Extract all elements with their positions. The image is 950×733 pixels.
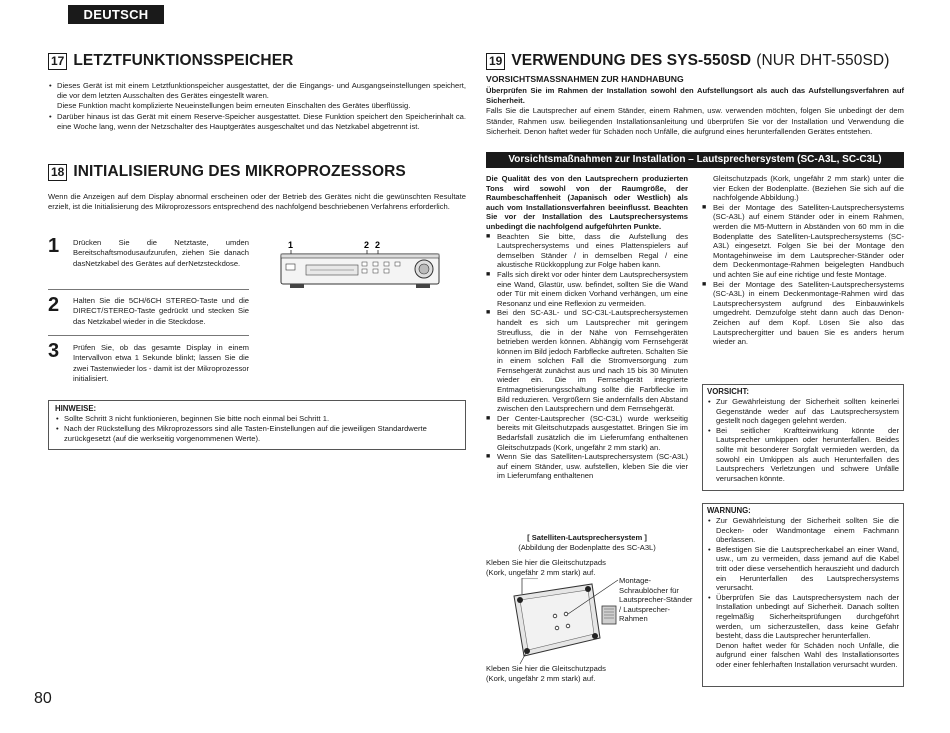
step-2-text: Halten Sie die 5CH/6CH STEREO-Taste und die DIRECT/STEREO-Taste gedrückt und stecken Sie das Netzkabel wieder in die Steckdose. (73, 296, 249, 326)
section-17-heading (48, 52, 293, 70)
handling-paragraph: Falls Sie die Lautsprecher auf einem Ständer, einem Rahmen, usw. verwenden möchten, folgen Sie unbedingt der dem Ständer, Rahmen usw. beiliegenden Installationsanleitung und überprüfen Sie vor der Installation und Verwendung die Sicherheit. Denon haftet weder für Schäden noch Unfälle, die aufgrund eines herunterfallenden Gerätes entstehen. (486, 106, 904, 136)
step-divider (48, 335, 249, 336)
section-19-title-suffix: (NUR DHT-550SD) (756, 52, 890, 69)
installation-item: ■ Beachten Sie bitte, dass die Aufstellung des Lautsprechersystems und eines Plattenspielers auf demselben Ständer / in demselben Regal / eine akustische Rückkopplung zur Folge haben kann. (486, 232, 688, 270)
figure-label-bottom: Kleben Sie hier die Gleitschutzpads (Kork, ungefähr 2 mm stark) auf. (486, 664, 606, 684)
figure-label-right: Montage-Schraublöcher für Lautsprecher-Ständer / Lautsprecher-Rahmen (619, 576, 693, 624)
receiver-front-panel-illustration (278, 238, 443, 293)
page-number: 80 (34, 690, 52, 707)
figure-label-top: Kleben Sie hier die Gleitschutzpads (Kork, ungefähr 2 mm stark) auf. (486, 558, 606, 578)
installation-precautions-bar: Vorsichtsmaßnahmen zur Installation – Lautsprechersystem (SC-A3L, SC-C3L) (486, 152, 904, 168)
warning-tail: Denon haftet weder für Schäden noch Unfälle, die aufgrund einer falschen Wahl des Installationsortes oder einer fehlerhaften Installation verursacht wurden. (716, 640, 899, 669)
section-19-heading (486, 52, 889, 70)
installation-item: ■ Bei der Montage des Satelliten-Lautsprechersystems (SC-A3L) auf einem Ständer oder in einem Rahmen, werden die M5-Muttern in Abständen von 60 mm in die Bodenplatte des Satelliten-Lautsprechersystems (SC-A3L) eingesetzt. Folgen Sie bei der Montage den Montagehinweise im dem Lautsprecher-Ständer oder dem Deckenmontage-Rahmen beigelegten Handbuch und achten Sie auf eine richtige und feste Montage. (702, 203, 904, 280)
handling-body (486, 86, 904, 137)
hints-box (48, 400, 466, 450)
speaker-figure-caption-title: [ Satelliten-Lautsprechersystem ] (527, 533, 647, 542)
hint-item: • Nach der Rückstellung des Mikroprozessors sind alle Tasten-Einstellungen auf die jeweiligen Standardwerte zurückgesetzt (auf die werkseitig vorgenommenen Werte). (55, 424, 459, 444)
hints-title: HINWEISE: (55, 404, 97, 413)
speaker-figure-caption (486, 533, 688, 553)
language-tab: DEUTSCH (68, 5, 164, 24)
caution-item: • Bei seitlicher Kraftteinwirkung könnte der Lautsprecher umkippen oder herunterfallen. Beides sollte mit besonderer Sorgfalt vermieden werden, da sowohl ein Umkippen als auch Herunterfallen des Lautsprechers Verletzungen und schwere Unfälle verursachen könnte. (707, 426, 899, 484)
warning-item: • Befestigen Sie die Lautsprecherkabel an einer Wand, usw., um zu vermeiden, dass jemand auf die Kabel tritt oder diese versehentlich herauszieht und dadurch ein Herunterfallen des Lautsprechersystems verursacht. (707, 545, 899, 593)
caution-box (702, 384, 904, 491)
speaker-figure-caption-sub: (Abbildung der Bodenplatte des SC-A3L) (518, 543, 656, 553)
section-18-heading (48, 163, 406, 181)
installation-column-1 (486, 174, 688, 481)
installation-item: ■ Wenn Sie das Satelliten-Lautsprechersystem (SC-A3L) auf einem Ständer, usw. aufstellen, kleben Sie die vier im Lieferumfang enthaltenen (486, 452, 688, 481)
warning-box (702, 503, 904, 687)
step-1-text: Drücken Sie die Netztaste, umden Bereitschaftsmodusaufzurufen, ziehen Sie danach dasNetzkabel des Gerätes auf derNetzsteckdose. (73, 238, 249, 268)
section-18-number: 18 (48, 164, 67, 181)
section-17-item: • Dieses Gerät ist mit einem Letztfunktionspeicher ausgestattet, der die Eingangs- und Ausgangseinstellungen speichert, die vor dem letzten Ausschalten des Gerätes eingestellt waren. Diese Funktion macht komplizierte Neueinstellungen beim erneuten Einschalten des Gerätes überflüssig. (48, 81, 466, 112)
step-2-number: 2 (48, 294, 60, 316)
caution-title: VORSICHT: (707, 387, 750, 396)
handling-subheading: VORSICHTSMASSNAHMEN ZUR HANDHABUNG (486, 74, 684, 84)
figure-label-2a: 2 (364, 240, 370, 250)
installation-continuation: Gleitschutzpads (Kork, ungefähr 2 mm stark) unter die vier Ecken der Bodenplatte. (Beziehen Sie sich auf die nachfolgende Abbildung.) (713, 174, 904, 203)
figure-label-1: 1 (288, 240, 294, 250)
section-19-number: 19 (486, 53, 505, 70)
installation-intro: Die Qualität des von den Lautsprechern produzierten Tons wird sowohl von der Raumgröße, der Raumbeschaffenheit (Japanisch oder Westlich) als auch vom Installationsverfahren beeinflusst. Beachten Sie vor der Installation des Lautsprechersystems unbedingt die nachfolgend aufgeführten Punkte. (486, 174, 688, 231)
warning-item: • Zur Gewährleistung der Sicherheit sollten Sie die Decken- oder Wandmontage einem Fachmann überlassen. (707, 516, 899, 545)
step-1-number: 1 (48, 235, 60, 257)
warning-item: • Überprüfen Sie das Lautsprechersystem nach der Installation unbedingt auf Sicherheit. Danach sollten regelmäßig Sicherheitsprüfungen durchgeführt werden, um sicherzustellen, dass keine Gefahr besteht, dass die Lautsprecher herunterfallen. (707, 593, 899, 641)
speaker-bottom-plate-illustration (500, 578, 630, 664)
installation-item: ■ Falls sich direkt vor oder hinter dem Lautsprechersystem eine Wand, Glastür, usw. befindet, sollten Sie die Wand oder Tür mit einem dicken Vorhand verhängen, um eine Resonanz und eine Reflexion zu vermeiden. (486, 270, 688, 308)
hint-item: • Sollte Schritt 3 nicht funktionieren, beginnen Sie bitte noch einmal bei Schritt 1. (55, 414, 459, 424)
warning-title: WARNUNG: (707, 506, 751, 515)
installation-item: ■ Der Center-Lautsprecher (SC-C3L) wurde werkseitig bereits mit Gleitschutzpads ausgestattet. Bringen Sie im Bedarfsfall zusätzlich die im Lieferumfang enthaltenen Gleitschutzpads (Kork, ungefähr 2 mm stark) an. (486, 414, 688, 452)
figure-label-2b: 2 (375, 240, 381, 250)
installation-column-2 (702, 174, 904, 347)
section-17-title: LETZTFUNKTIONSSPEICHER (73, 52, 294, 69)
caution-item: • Zur Gewährleistung der Sicherheit sollten keinerlei Gegenstände weder auf das Lautsprechersystem gestellt noch dagegen gelehnt werden. (707, 397, 899, 426)
step-3-number: 3 (48, 340, 60, 362)
section-17-item: • Darüber hinaus ist das Gerät mit einem Reserve-Speicher ausgestattet. Diese Funktion speichert den Speicherinhalt ca. eine Woche lang, wenn der Netzschalter des Hauptgerätes ausgeschaltet und das Netzkabel abgetrennt ist. (48, 112, 466, 132)
step-3-text: Prüfen Sie, ob das gesamte Display in einem Intervallvon etwa 1 Sekunde blinkt; lassen Sie die zwei Tastenwieder los - damit ist der Mikroprozessor initialisiert. (73, 343, 249, 383)
section-17-number: 17 (48, 53, 67, 70)
installation-item: ■ Bei den SC-A3L- und SC-C3L-Lautsprechersystemen handelt es sich um Lautsprecher mit geringem Streufluss, die in der Nähe von Fernsehgeräten betrieben werden können. Abhängig vom Fernsehgerät können im Bild jedoch Farbflecke auftreten. Schalten Sie in einem solchen Fall die Stromversorgung zum Fernsehgerät zunächst aus und nach 15 bis 30 Minuten wieder ein. Die im Fernsehgerät integrierte Entmagnetisierungsschaltung sollte die Farbflecke im Bild reduzieren. Vergrößern Sie andernfalls den Abstand zwischen den Lautsprechern und dem Fernsehgerät. (486, 308, 688, 414)
section-18-intro: Wenn die Anzeigen auf dem Display abnormal erscheinen oder der Betrieb des Gerätes nicht die gewünschten Resultate erzielt, ist die Initialisierung des Mikroprozessors entsprechend des nachfolgend beschriebenen Verfahrens erforderlich. (48, 192, 466, 212)
step-divider (48, 289, 249, 290)
section-17-body (48, 81, 466, 132)
handling-bold-paragraph: Überprüfen Sie im Rahmen der Installation sowohl den Aufstellungsort als auch das Aufstellungsverfahren auf Sicherheit. (486, 86, 904, 106)
installation-item: ■ Bei der Montage des Satelliten-Lautsprechersystems (SC-A3L) in einem Deckenmontage-Rahmen wird das Lautsprechersystem aufgrund des Einbauwinkels umgedreht. Demzufolge steht dann auch das Denon-Zeichen auf dem Kopf. Lösen Sie also das Lautsprechergitter und bauen Sie es anders herum wieder an. (702, 280, 904, 347)
section-18-title: INITIALISIERUNG DES MIKROPROZESSORS (73, 163, 406, 180)
section-19-title: VERWENDUNG DES SYS-550SD (511, 52, 752, 69)
